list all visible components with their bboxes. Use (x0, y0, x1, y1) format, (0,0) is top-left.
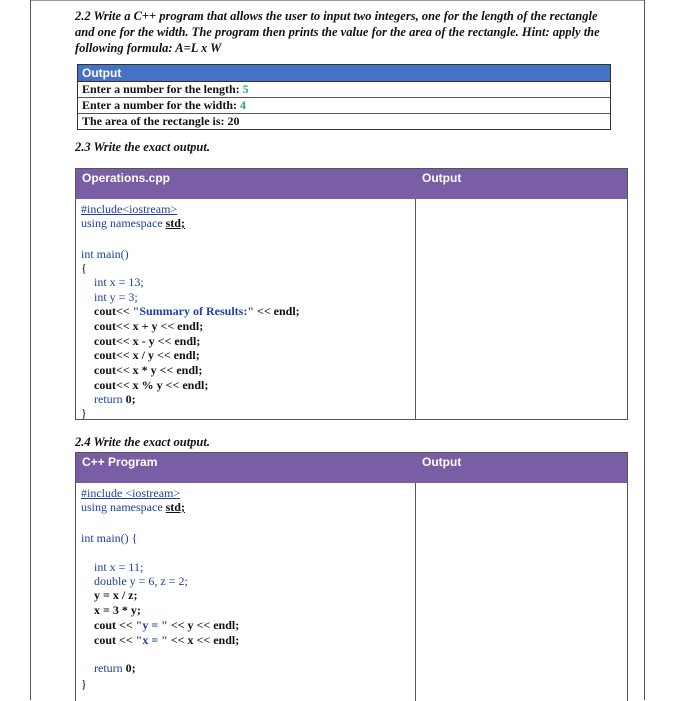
output-line-area: The area of the rectangle is: 20 (78, 113, 610, 129)
output-line-width: Enter a number for the width: 4 (78, 97, 610, 113)
question-2-4: 2.4 Write the exact output. (75, 435, 210, 449)
width-value: 4 (240, 98, 247, 112)
code-line-2: double y = 6, z = 2; (94, 574, 188, 588)
code-line-3: cout<< "Summary of Results:" << endl; (94, 304, 300, 318)
code-open-brace: { (81, 261, 87, 275)
question-2-3: 2.3 Write the exact output. (75, 140, 210, 154)
code-line-6: cout<< x / y << endl; (94, 348, 200, 362)
page-top-border (30, 0, 645, 1)
header-operations-cpp: Operations.cpp (82, 171, 171, 185)
code-using: using namespace std; (81, 500, 185, 514)
cpp-program-table (75, 452, 628, 701)
output-example-box (77, 64, 611, 130)
code-include: #include <iostream> (81, 486, 181, 500)
operations-table (75, 168, 628, 420)
code-using: using namespace std; (81, 216, 185, 230)
output-line-length: Enter a number for the length: 5 (78, 81, 610, 97)
column-divider (415, 453, 416, 701)
code-close-brace: } (81, 677, 87, 691)
code-close-brace: } (81, 406, 87, 420)
code-line-9: return 0; (94, 392, 136, 406)
code-line-2: int y = 3; (94, 290, 138, 304)
code-line-7: return 0; (94, 661, 136, 675)
header-output: Output (422, 455, 462, 469)
code-line-5: cout<< x - y << endl; (94, 334, 201, 348)
question-2-2: 2.2 Write a C++ program that allows the user to input two integers, one for the length of the rectangle and one for the width. The program then prints the value for the area of the rectangle. Hint: apply the following formula: A=L x W (75, 9, 600, 55)
page-left-border (30, 0, 31, 700)
table-header (76, 453, 627, 483)
code-line-1: int x = 13; (94, 275, 144, 289)
code-main: int main() (81, 247, 129, 261)
code-line-3: y = x / z; (94, 588, 138, 602)
code-include: #include<iostream> (81, 202, 178, 216)
length-value: 5 (242, 82, 249, 96)
code-line-4: cout<< x + y << endl; (94, 319, 204, 333)
code-main: int main() { (81, 531, 138, 545)
page-right-border (644, 0, 645, 700)
code-line-1: int x = 11; (94, 560, 144, 574)
column-divider (415, 169, 416, 419)
header-output: Output (422, 171, 462, 185)
code-line-6: cout << "x = " << x << endl; (94, 633, 240, 647)
code-line-7: cout<< x * y << endl; (94, 363, 203, 377)
code-line-5: cout << "y = " << y << endl; (94, 618, 240, 632)
code-line-8: cout<< x % y << endl; (94, 378, 209, 392)
code-line-4: x = 3 * y; (94, 603, 141, 617)
table-header (76, 169, 627, 199)
header-cpp-program: C++ Program (82, 455, 158, 469)
output-box-header: Output (78, 65, 610, 81)
